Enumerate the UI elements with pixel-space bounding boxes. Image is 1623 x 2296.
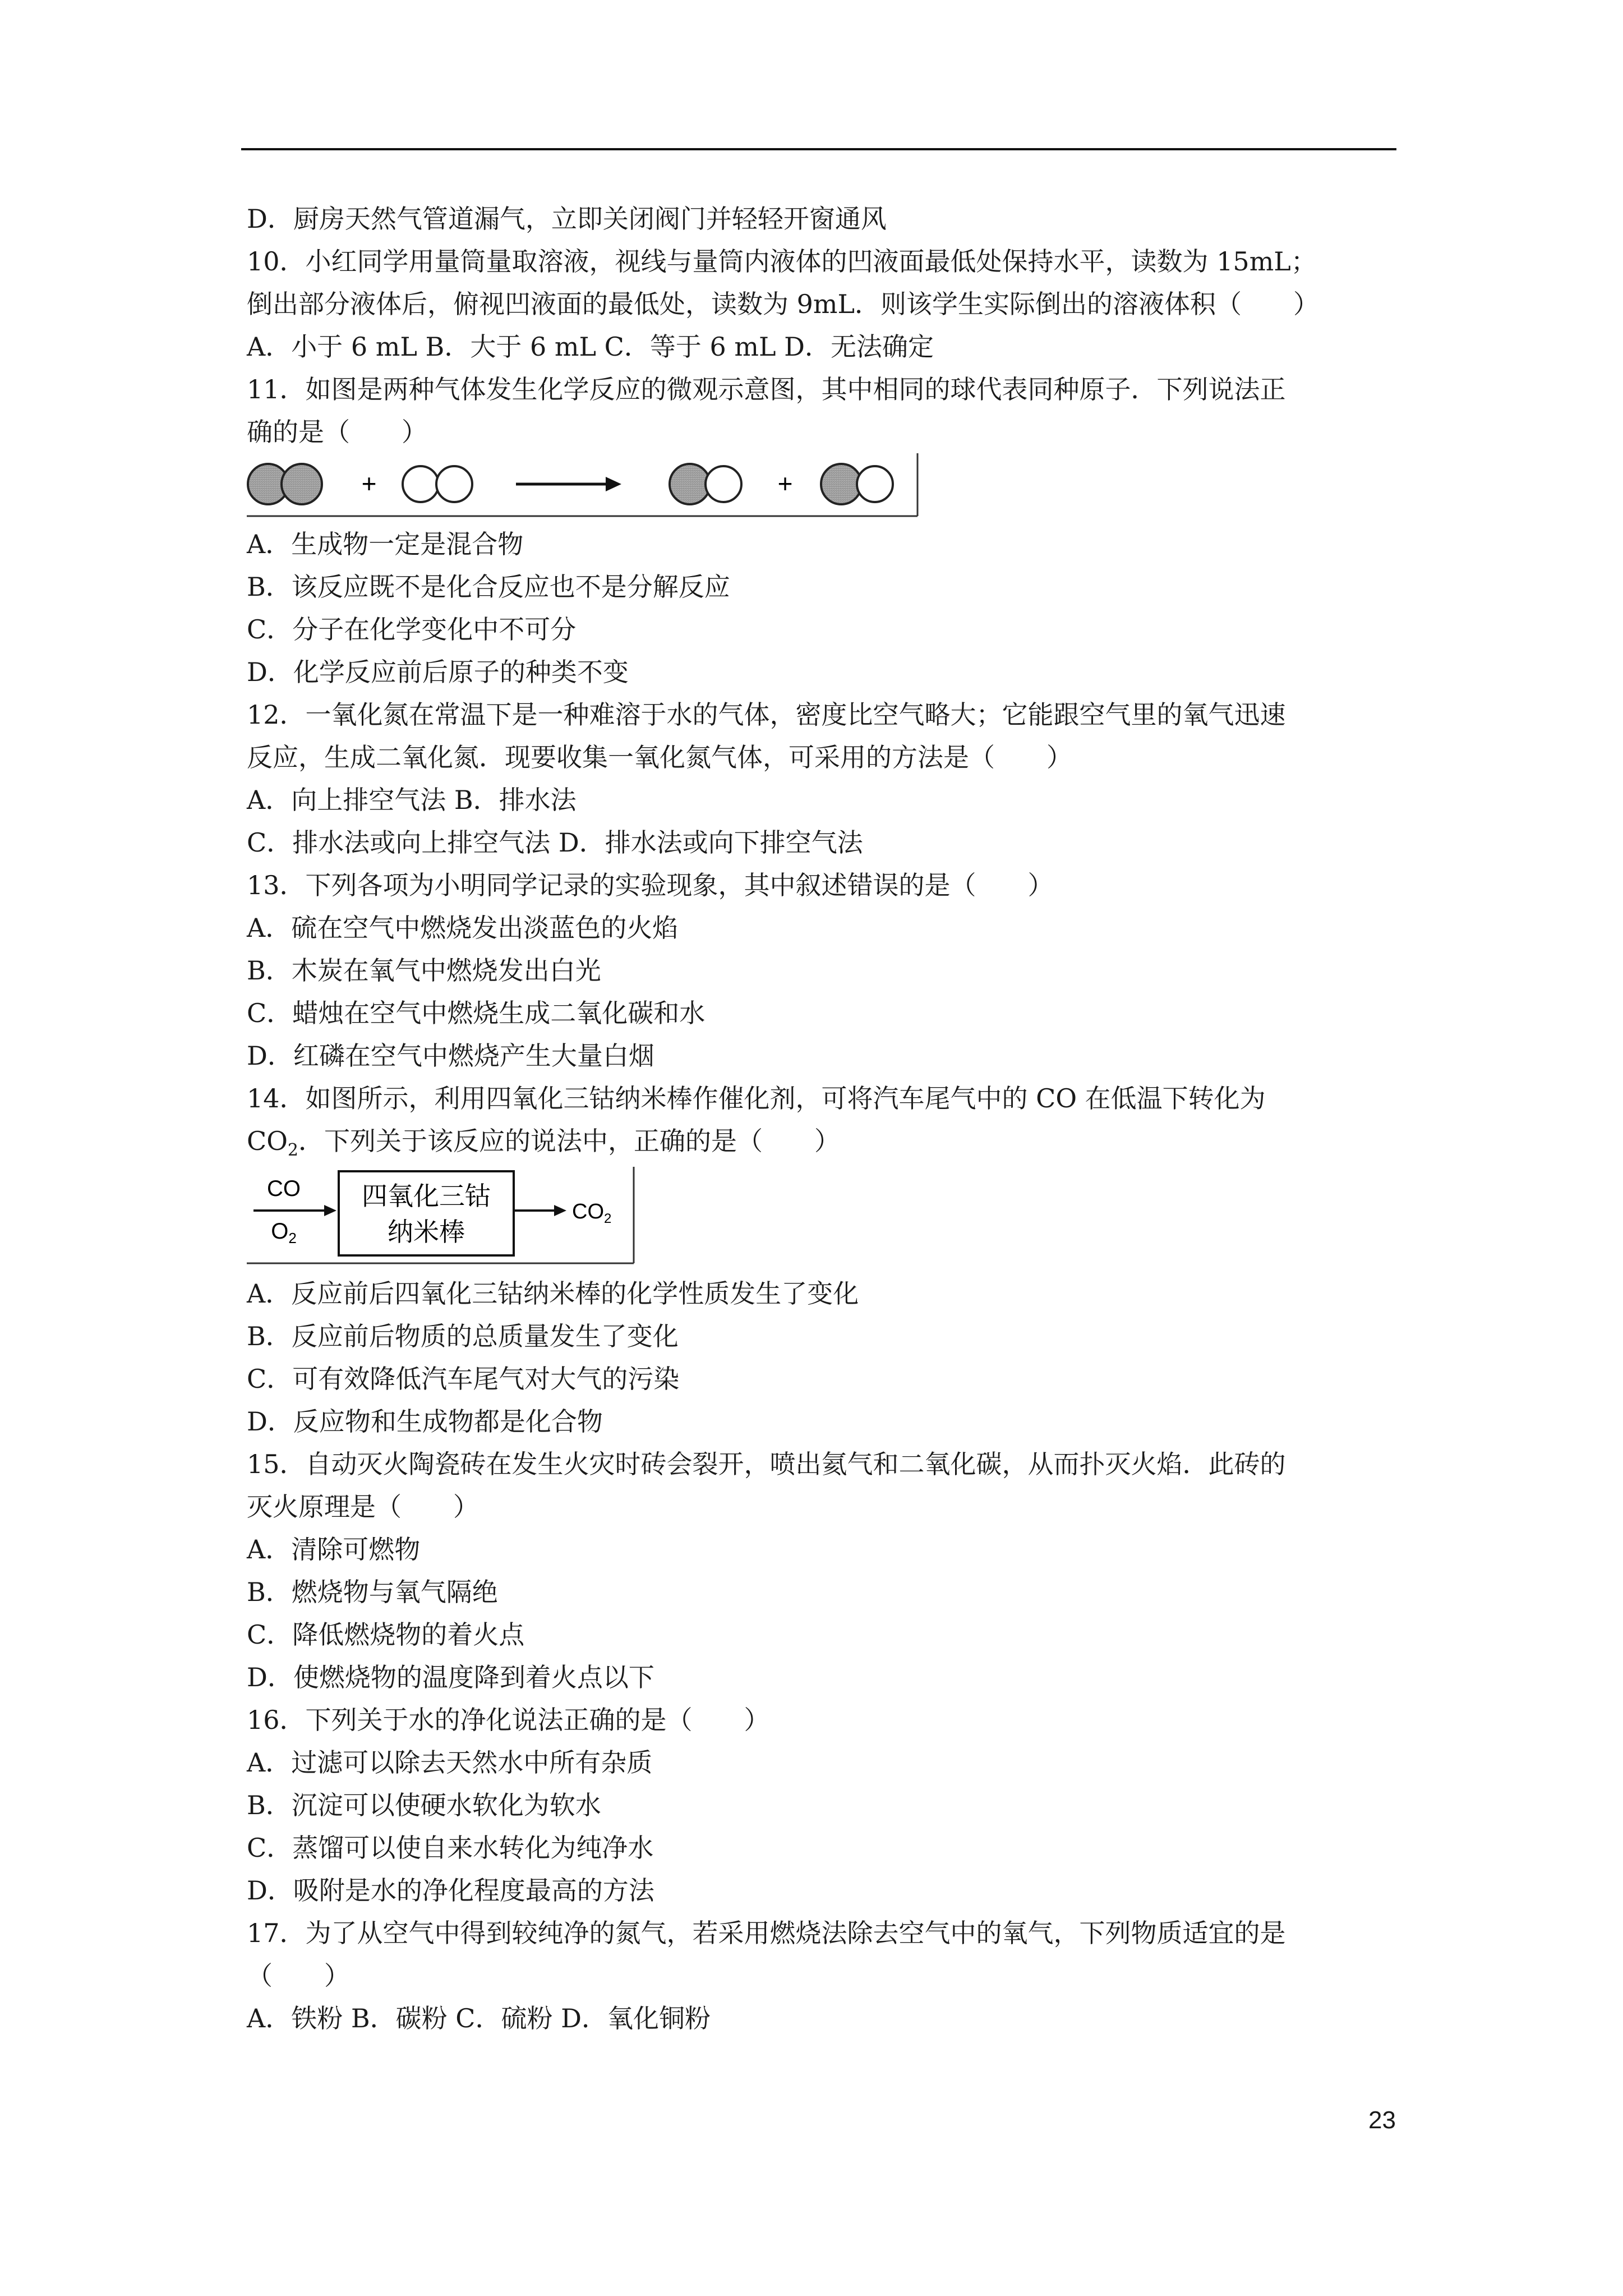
q17-stem-line2: （ ） — [247, 1961, 350, 1991]
gray-atom — [282, 464, 322, 504]
output-co2: $CO_2$ — [572, 1200, 612, 1226]
input-arrow-head — [324, 1205, 336, 1216]
output-arrow-head — [554, 1205, 566, 1216]
gray-atom — [670, 464, 710, 504]
q11-option-c: C．分子在化学变化中不可分 — [247, 614, 577, 645]
q10-stem-line1: 10．小红同学用量筒量取溶液，视线与量筒内液体的凹液面最低处保持水平，读数为 15mL； — [247, 246, 1317, 277]
plus-sign-1: + — [361, 469, 377, 498]
co2-formula: CO — [247, 1126, 288, 1156]
q14-stem-line1: 14．如图所示，利用四氧化三钴纳米棒作催化剂，可将汽车尾气中的 CO 在低温下转化为 — [247, 1083, 1266, 1114]
catalyst-label-line1: 四氧化三钴 — [362, 1181, 491, 1211]
q17-options: A．铁粉 B．碳粉 C．硫粉 D．氧化铜粉 — [247, 2003, 711, 2033]
reaction-microscopic-diagram — [247, 453, 920, 523]
white-atom — [857, 466, 893, 502]
plus-sign-2: + — [777, 469, 793, 498]
q14-option-c: C．可有效降低汽车尾气对大气的污染 — [247, 1364, 680, 1394]
q14-stem-line2 — [247, 1120, 1402, 1162]
q9-option-d: D．厨房天然气管道漏气，立即关闭阀门并轻轻开窗通风 — [247, 204, 887, 234]
q12-stem-line2: 反应，生成二氧化氮．现要收集一氧化氮气体，可采用的方法是（ ） — [247, 742, 1072, 772]
page-number: 23 — [1368, 2106, 1396, 2134]
q11-molecule-diagram — [247, 453, 920, 523]
white-atom — [706, 466, 741, 502]
q16-stem: 16．下列关于水的净化说法正确的是（ ） — [247, 1705, 770, 1735]
q11-stem-line2: 确的是（ ） — [247, 417, 427, 447]
q15-option-a: A．清除可燃物 — [247, 1534, 421, 1565]
input-co: CO — [267, 1176, 301, 1201]
q12-options-line2: C．排水法或向上排空气法 D．排水法或向下排空气法 — [247, 827, 863, 858]
catalyst-label-line2: 纳米棒 — [388, 1217, 465, 1247]
q15-option-b: B．燃烧物与氧气隔绝 — [247, 1577, 498, 1607]
q16-option-d: D．吸附是水的净化程度最高的方法 — [247, 1875, 654, 1906]
q15-option-d: D．使燃烧物的温度降到着火点以下 — [247, 1662, 654, 1692]
arrow-head — [606, 477, 621, 491]
q14-option-d: D．反应物和生成物都是化合物 — [247, 1406, 603, 1437]
q14-catalyst-diagram — [247, 1165, 639, 1266]
q12-options-line1: A．向上排空气法 B．排水法 — [247, 785, 577, 815]
q10-stem-line2: 倒出部分液体后，俯视凹液面的最低处，读数为 9mL．则该学生实际倒出的溶液体积（ ） — [247, 289, 1320, 319]
q13-option-b: B．木炭在氧气中燃烧发出白光 — [247, 955, 601, 986]
q11-option-d: D．化学反应前后原子的种类不变 — [247, 657, 629, 687]
input-o2: $O_2$ — [271, 1219, 297, 1246]
q14-stem-rest: ．下列关于该反应的说法中，正确的是（ ） — [298, 1126, 841, 1156]
gray-atom — [821, 464, 861, 504]
q10-options: A．小于 6 mL B．大于 6 mL C．等于 6 mL D．无法确定 — [247, 332, 934, 362]
q16-option-c: C．蒸馏可以使自来水转化为纯净水 — [247, 1833, 654, 1863]
q14-option-a: A．反应前后四氧化三钴纳米棒的化学性质发生了变化 — [247, 1278, 859, 1309]
header-rule — [241, 148, 1396, 150]
catalyst-flow-diagram — [247, 1165, 639, 1266]
q11-option-a: A．生成物一定是混合物 — [247, 529, 524, 559]
q13-stem: 13．下列各项为小明同学记录的实验现象，其中叙述错误的是（ ） — [247, 870, 1054, 900]
white-atom — [403, 466, 439, 502]
q13-option-d: D．红磷在空气中燃烧产生大量白烟 — [247, 1041, 654, 1071]
q15-option-c: C．降低燃烧物的着火点 — [247, 1619, 525, 1650]
q13-option-a: A．硫在空气中燃烧发出淡蓝色的火焰 — [247, 913, 679, 943]
q11-stem-line1: 11．如图是两种气体发生化学反应的微观示意图，其中相同的球代表同种原子．下列说法正 — [247, 374, 1286, 404]
white-atom — [436, 466, 472, 502]
q17-stem-line1: 17．为了从空气中得到较纯净的氮气，若采用燃烧法除去空气中的氧气，下列物质适宜的是 — [247, 1918, 1286, 1948]
q15-stem-line1: 15．自动灭火陶瓷砖在发生火灾时砖会裂开，喷出氦气和二氧化碳，从而扑灭火焰．此砖的 — [247, 1449, 1286, 1479]
q16-option-b: B．沉淀可以使硬水软化为软水 — [247, 1790, 601, 1820]
q12-stem-line1: 12．一氧化氮在常温下是一种难溶于水的气体，密度比空气略大；它能跟空气里的氧气迅速 — [247, 700, 1286, 730]
q14-option-b: B．反应前后物质的总质量发生了变化 — [247, 1321, 679, 1351]
document-body — [247, 197, 1402, 2040]
q13-option-c: C．蜡烛在空气中燃烧生成二氧化碳和水 — [247, 998, 706, 1028]
co2-subscript: 2 — [287, 1140, 299, 1161]
q15-stem-line2: 灭火原理是（ ） — [247, 1492, 479, 1522]
q16-option-a: A．过滤可以除去天然水中所有杂质 — [247, 1747, 653, 1778]
q11-option-b: B．该反应既不是化合反应也不是分解反应 — [247, 572, 730, 602]
